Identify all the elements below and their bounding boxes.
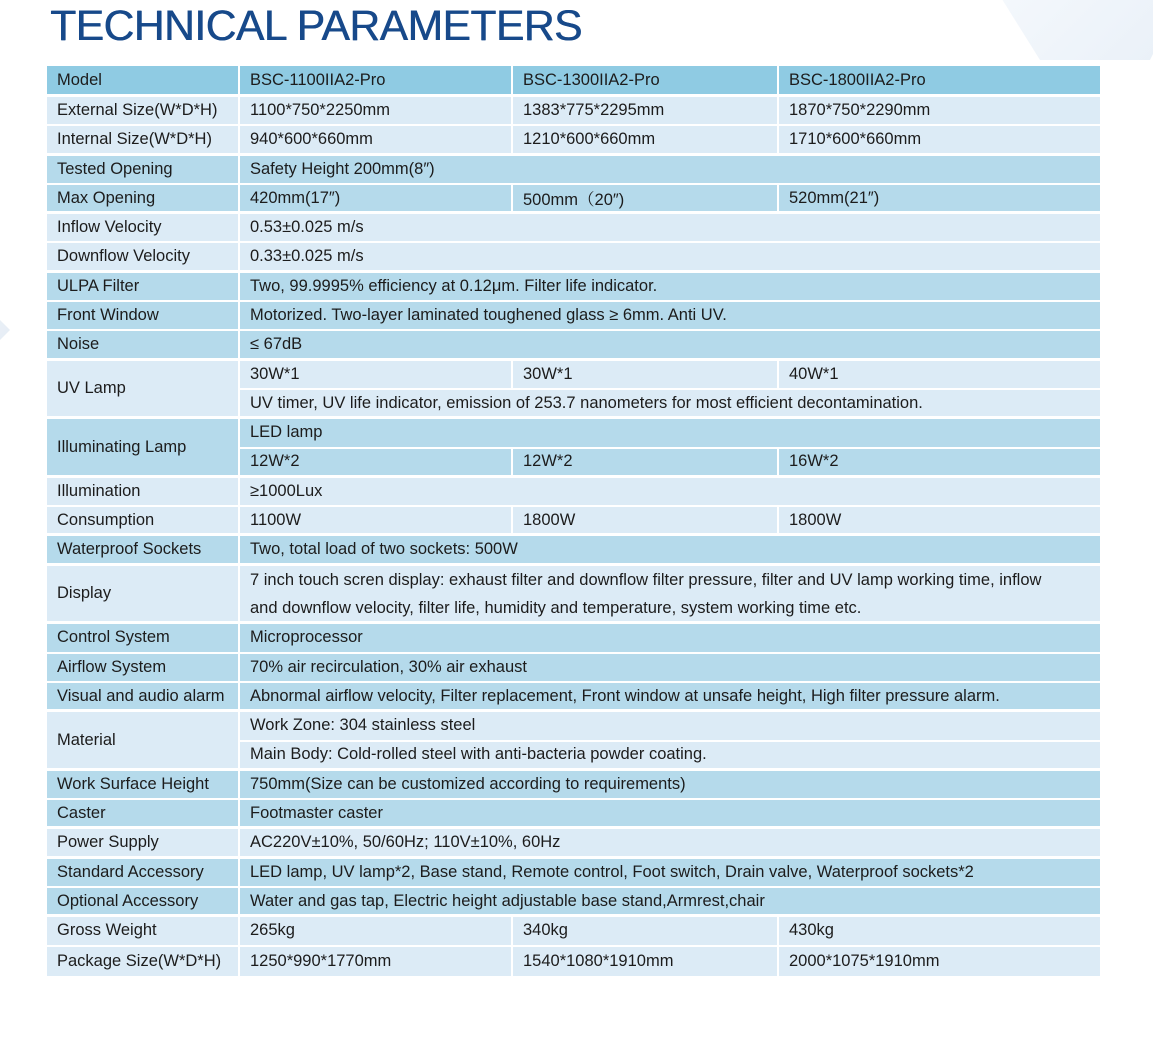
param-value: Main Body: Cold-rolled steel with anti-bacteria powder coating.	[240, 742, 1100, 771]
table-row	[47, 624, 1100, 653]
param-value: 420mm(17″)	[240, 185, 513, 214]
model-name: BSC-1800IIA2-Pro	[779, 66, 1100, 97]
param-label: Caster	[47, 800, 240, 829]
table-row	[47, 800, 1100, 829]
table-row	[47, 185, 1100, 214]
param-value: ≤ 67dB	[240, 331, 1100, 360]
table-row	[47, 888, 1100, 917]
param-label: Standard Accessory	[47, 859, 240, 888]
param-value: and downflow velocity, filter life, humidity and temperature, system working time etc.	[240, 595, 1100, 624]
param-value: 1210*600*660mm	[513, 126, 779, 155]
param-value: 40W*1	[779, 361, 1100, 390]
param-label: Package Size(W*D*H)	[47, 947, 240, 976]
param-label: Control System	[47, 624, 240, 653]
param-value: 0.53±0.025 m/s	[240, 214, 1100, 243]
spec-table	[47, 66, 1100, 976]
param-value: 30W*1	[513, 361, 779, 390]
param-label: Gross Weight	[47, 917, 240, 946]
table-row	[47, 771, 1100, 800]
side-decoration	[0, 300, 10, 360]
param-label: Front Window	[47, 302, 240, 331]
page-title: TECHNICAL PARAMETERS	[50, 2, 582, 50]
model-name: BSC-1100IIA2-Pro	[240, 66, 513, 97]
param-label: Display	[47, 566, 240, 625]
param-value: 1870*750*2290mm	[779, 97, 1100, 126]
param-label: Work Surface Height	[47, 771, 240, 800]
table-row	[47, 419, 1100, 448]
table-row	[47, 97, 1100, 126]
param-value: 1383*775*2295mm	[513, 97, 779, 126]
model-name: BSC-1300IIA2-Pro	[513, 66, 779, 97]
param-label: Downflow Velocity	[47, 243, 240, 272]
param-label: Airflow System	[47, 654, 240, 683]
param-value: Safety Height 200mm(8″)	[240, 156, 1100, 185]
table-header-row	[47, 66, 1100, 97]
param-label: Material	[47, 712, 240, 771]
param-label: Waterproof Sockets	[47, 536, 240, 565]
param-value: 12W*2	[240, 449, 513, 478]
param-value: 1100W	[240, 507, 513, 536]
table-row	[47, 243, 1100, 272]
param-value: 1100*750*2250mm	[240, 97, 513, 126]
param-value: Footmaster caster	[240, 800, 1100, 829]
param-label: Internal Size(W*D*H)	[47, 126, 240, 155]
header-label: Model	[47, 66, 240, 97]
table-row	[47, 273, 1100, 302]
table-row	[47, 126, 1100, 155]
table-row	[47, 917, 1100, 946]
param-value: Work Zone: 304 stainless steel	[240, 712, 1100, 741]
param-value: 1710*600*660mm	[779, 126, 1100, 155]
param-value: 520mm(21″)	[779, 185, 1100, 214]
table-row	[47, 214, 1100, 243]
param-value: 500mm（20″)	[513, 185, 779, 214]
param-value: Water and gas tap, Electric height adjustable base stand,Armrest,chair	[240, 888, 1100, 917]
param-label: Illumination	[47, 478, 240, 507]
table-row	[47, 859, 1100, 888]
param-value: 1800W	[513, 507, 779, 536]
param-value: 430kg	[779, 917, 1100, 946]
param-value: Two, total load of two sockets: 500W	[240, 536, 1100, 565]
table-row	[47, 156, 1100, 185]
param-value: UV timer, UV life indicator, emission of 253.7 nanometers for most efficient decontamination.	[240, 390, 1100, 419]
param-value: 940*600*660mm	[240, 126, 513, 155]
table-row	[47, 478, 1100, 507]
param-value: ≥1000Lux	[240, 478, 1100, 507]
table-row	[47, 536, 1100, 565]
param-value: Microprocessor	[240, 624, 1100, 653]
table-row	[47, 947, 1100, 976]
table-row	[47, 331, 1100, 360]
table-row	[47, 507, 1100, 536]
param-value: Motorized. Two-layer laminated toughened glass ≥ 6mm. Anti UV.	[240, 302, 1100, 331]
table-row	[47, 361, 1100, 390]
corner-decoration	[990, 0, 1153, 60]
table-row	[47, 829, 1100, 858]
param-value: 12W*2	[513, 449, 779, 478]
param-value: 1250*990*1770mm	[240, 947, 513, 976]
param-label: Noise	[47, 331, 240, 360]
param-label: Visual and audio alarm	[47, 683, 240, 712]
param-value: AC220V±10%, 50/60Hz; 110V±10%, 60Hz	[240, 829, 1100, 858]
param-label: Illuminating Lamp	[47, 419, 240, 478]
param-label: Consumption	[47, 507, 240, 536]
table-row	[47, 302, 1100, 331]
param-value: LED lamp	[240, 419, 1100, 448]
table-row	[47, 712, 1100, 741]
param-value: 7 inch touch scren display: exhaust filter and downflow filter pressure, filter and UV lamp working time, inflow	[240, 566, 1100, 595]
param-label: Max Opening	[47, 185, 240, 214]
table-row	[47, 683, 1100, 712]
param-label: Power Supply	[47, 829, 240, 858]
param-label: Inflow Velocity	[47, 214, 240, 243]
param-label: Tested Opening	[47, 156, 240, 185]
param-value: Abnormal airflow velocity, Filter replacement, Front window at unsafe height, High filter pressure alarm.	[240, 683, 1100, 712]
param-value: 750mm(Size can be customized according to requirements)	[240, 771, 1100, 800]
param-label: UV Lamp	[47, 361, 240, 420]
param-value: 0.33±0.025 m/s	[240, 243, 1100, 272]
param-value: 265kg	[240, 917, 513, 946]
param-value: 340kg	[513, 917, 779, 946]
param-value: 1800W	[779, 507, 1100, 536]
param-value: 1540*1080*1910mm	[513, 947, 779, 976]
param-value: 70% air recirculation, 30% air exhaust	[240, 654, 1100, 683]
param-value: Two, 99.9995% efficiency at 0.12μm. Filter life indicator.	[240, 273, 1100, 302]
table-row	[47, 566, 1100, 595]
param-value: 30W*1	[240, 361, 513, 390]
param-label: Optional Accessory	[47, 888, 240, 917]
param-label: External Size(W*D*H)	[47, 97, 240, 126]
param-value: LED lamp, UV lamp*2, Base stand, Remote control, Foot switch, Drain valve, Waterproof sockets*2	[240, 859, 1100, 888]
param-value: 2000*1075*1910mm	[779, 947, 1100, 976]
table-row	[47, 654, 1100, 683]
param-label: ULPA Filter	[47, 273, 240, 302]
param-value: 16W*2	[779, 449, 1100, 478]
